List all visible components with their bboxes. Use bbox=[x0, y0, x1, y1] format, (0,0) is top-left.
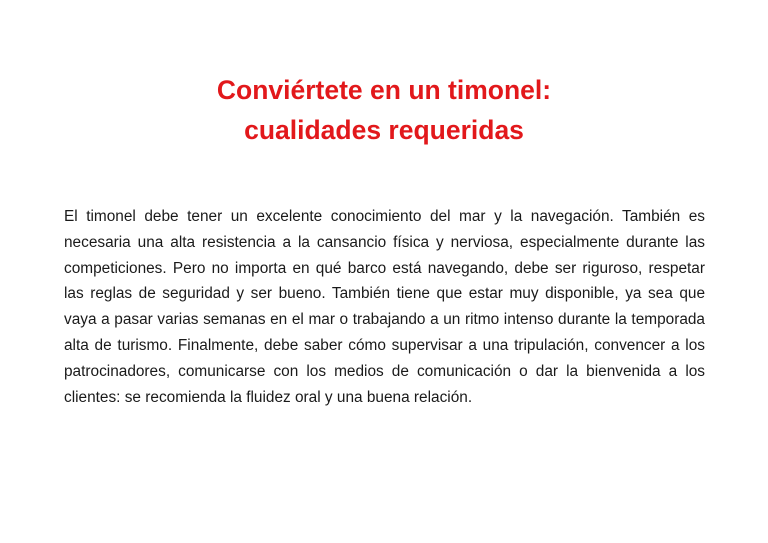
page-title bbox=[0, 70, 768, 150]
body-paragraph: El timonel debe tener un excelente conocimiento del mar y la navegación. También es necesaria una alta resistencia a la cansancio física y nerviosa, especialmente durante las competiciones. Pero no importa en qué barco está navegando, debe ser riguroso, respetar las reglas de seguridad y ser bueno. También tiene que estar muy disponible, ya sea que vaya a pasar varias semanas en el mar o trabajando a un ritmo intenso durante la temporada alta de turismo. Finalmente, debe saber cómo supervisar a una tripulación, convencer a los patrocinadores, comunicarse con los medios de comunicación o dar la bienvenida a los clientes: se recomienda la fluidez oral y una buena relación. bbox=[64, 208, 705, 406]
title-line-2: cualidades requeridas bbox=[244, 115, 524, 145]
title-line-1: Conviértete en un timonel: bbox=[216, 75, 552, 105]
